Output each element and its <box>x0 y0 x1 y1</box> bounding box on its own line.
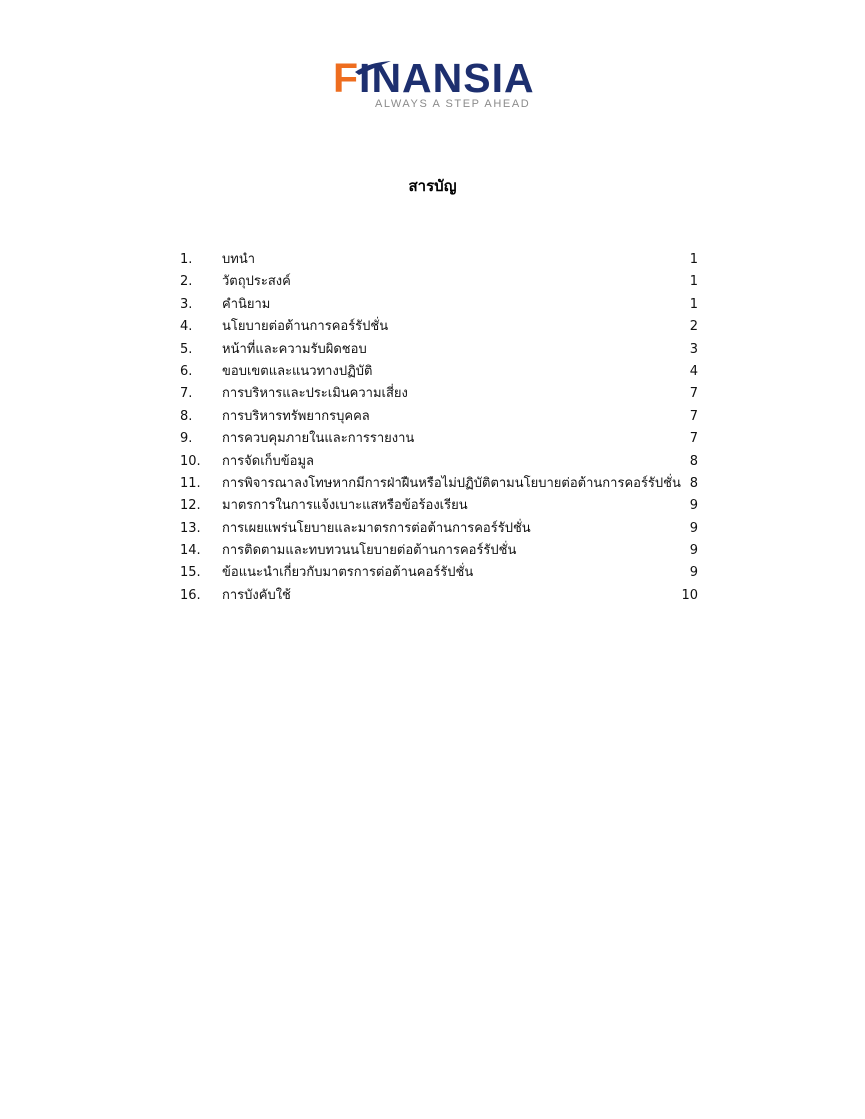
toc-row-2 <box>180 271 698 293</box>
toc-number: 2. <box>180 274 193 290</box>
toc-page-number: 1 <box>689 274 698 290</box>
toc-entry-text: บทนำ <box>222 252 256 267</box>
toc-entry-text: การพิจารณาลงโทษหากมีการฝ่าฝืนหรือไม่ปฏิบัติตามนโยบายต่อต้านการคอร์รัปชั่น <box>222 475 681 491</box>
toc-row-8 <box>180 406 698 428</box>
toc-number: 9. <box>180 431 193 447</box>
toc-row-4 <box>180 316 698 338</box>
toc-number: 15. <box>180 565 201 581</box>
toc-entry-text: ข้อแนะนำเกี่ยวกับมาตรการต่อต้านคอร์รัปชั่น <box>222 565 474 581</box>
toc-row-16 <box>180 585 698 607</box>
toc-page-number: 9 <box>689 520 698 536</box>
page-title: สารบัญ <box>408 177 457 195</box>
toc-entry-text: การบังคับใช้ <box>222 587 291 603</box>
toc-row-9 <box>180 428 698 450</box>
toc-row-11 <box>180 473 698 495</box>
finansia-logo <box>333 55 573 112</box>
toc-entry-text: นโยบายต่อต้านการคอร์รัปชั่น <box>222 319 389 335</box>
toc-entry-text: คำนิยาม <box>222 296 271 312</box>
toc-page-number: 8 <box>689 475 698 491</box>
toc-entry-text: ขอบเขตและแนวทางปฏิบัติ <box>222 363 373 379</box>
toc-page-number: 9 <box>689 543 698 559</box>
toc-row-6 <box>180 361 698 383</box>
toc-row-13 <box>180 518 698 540</box>
toc-entry-text: การเผยแพร่นโยบายและมาตรการต่อต้านการคอร์รัปชั่น <box>222 520 531 536</box>
toc-page-number: 2 <box>689 319 698 335</box>
toc-page-number: 3 <box>689 341 698 357</box>
toc-page-number: 9 <box>689 498 698 514</box>
toc-row-1 <box>180 249 698 271</box>
toc-row-5 <box>180 339 698 361</box>
table-of-contents <box>180 249 698 607</box>
toc-page-number: 7 <box>689 408 698 424</box>
toc-page-number: 1 <box>689 252 698 267</box>
toc-row-12 <box>180 495 698 517</box>
logo-wordmark <box>333 55 535 101</box>
toc-number: 12. <box>180 498 201 514</box>
toc-row-10 <box>180 451 698 473</box>
toc-entry-text: มาตรการในการแจ้งเบาะแสหรือข้อร้องเรียน <box>222 498 468 514</box>
logo-letter-f: F <box>333 55 360 101</box>
toc-entry-text: การบริหารทรัพยากรบุคคล <box>222 408 370 424</box>
toc-page-number: 7 <box>689 386 698 402</box>
logo-tagline: ALWAYS A STEP AHEAD <box>375 98 531 110</box>
toc-row-14 <box>180 540 698 562</box>
toc-row-15 <box>180 562 698 584</box>
toc-number: 10. <box>180 453 201 469</box>
toc-page-number: 1 <box>689 296 698 312</box>
toc-number: 8. <box>180 408 193 424</box>
toc-page-number: 4 <box>689 363 698 379</box>
toc-entry-text: การติดตามและทบทวนนโยบายต่อต้านการคอร์รัปชั่น <box>222 543 517 559</box>
toc-number: 1. <box>180 252 193 267</box>
toc-number: 4. <box>180 319 193 335</box>
toc-row-3 <box>180 294 698 316</box>
toc-row-7 <box>180 383 698 405</box>
toc-number: 5. <box>180 341 193 357</box>
toc-page-number: 10 <box>681 587 698 603</box>
toc-entry-text: การควบคุมภายในและการรายงาน <box>222 431 415 447</box>
logo-letters-rest: INANSIA <box>359 55 535 101</box>
toc-entry-text: การบริหารและประเมินความเสี่ยง <box>222 386 408 402</box>
toc-entry-text: หน้าที่และความรับผิดชอบ <box>222 341 367 357</box>
toc-page-number: 7 <box>689 431 698 447</box>
toc-number: 11. <box>180 475 201 491</box>
toc-number: 14. <box>180 543 201 559</box>
toc-number: 3. <box>180 296 193 312</box>
toc-number: 16. <box>180 587 201 603</box>
toc-page-number: 8 <box>689 453 698 469</box>
toc-number: 13. <box>180 520 201 536</box>
toc-entry-text: วัตถุประสงค์ <box>222 274 291 290</box>
toc-number: 6. <box>180 363 193 379</box>
toc-entry-text: การจัดเก็บข้อมูล <box>222 453 315 469</box>
toc-number: 7. <box>180 386 193 402</box>
toc-page-number: 9 <box>689 565 698 581</box>
